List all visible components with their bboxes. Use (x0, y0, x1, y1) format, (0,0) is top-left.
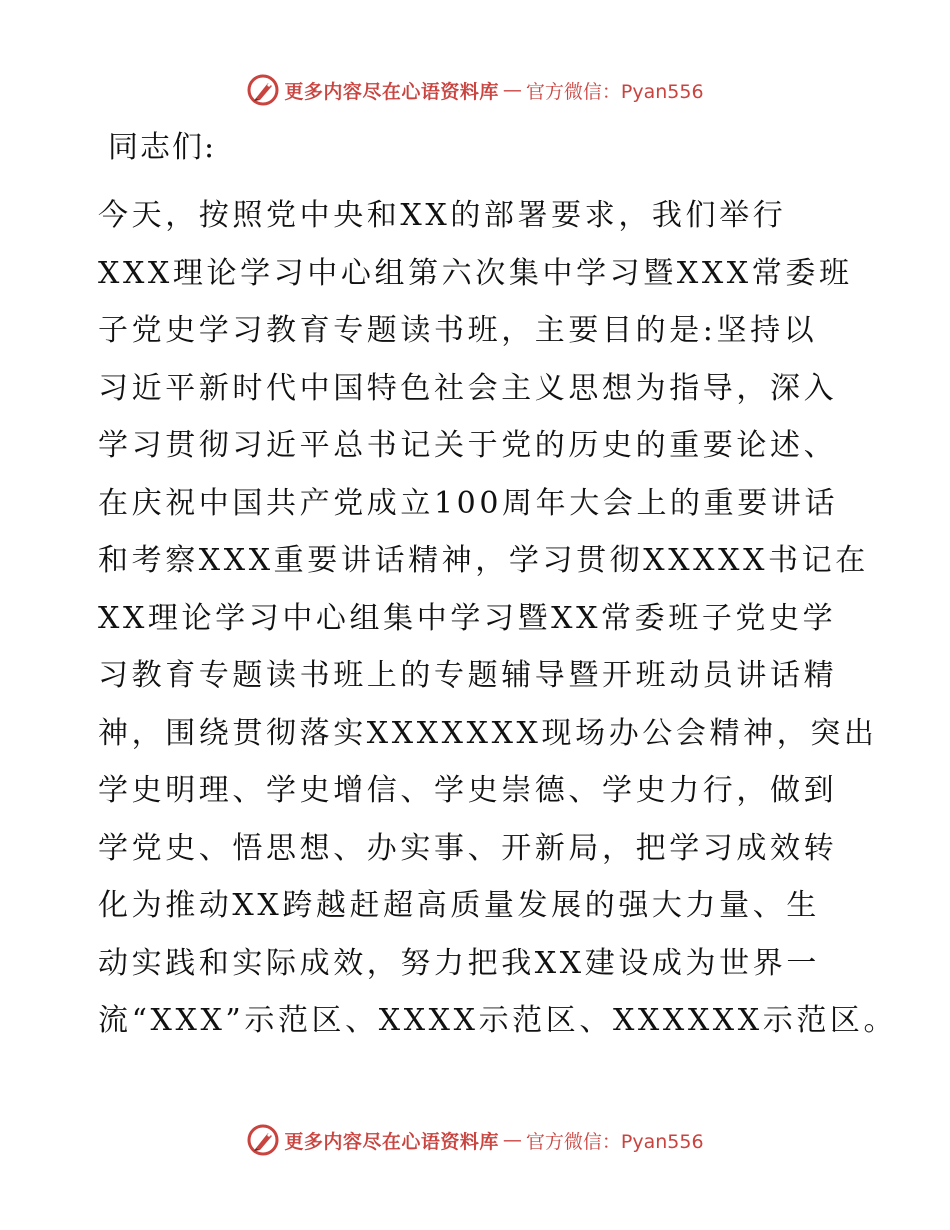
header-banner-contact: 官方微信：Pyan556 (525, 80, 704, 103)
paragraph-line: 动实践和实际成效，努力把我XX建设成为世界一 (98, 945, 820, 981)
header-banner-separator: — (502, 79, 522, 101)
paragraph-line: 和考察XXX重要讲话精神，学习贯彻XXXXX书记在 (98, 543, 869, 578)
paragraph-line: 流“XXX”示范区、XXXX示范区、XXXXXX示范区。 (98, 1003, 898, 1038)
paragraph-line: 神，围绕贯彻落实XXXXXXX现场办公会精神，突出 (98, 715, 878, 751)
paragraph-line: XXX理论学习中心组第六次集中学习暨XXX常委班 (98, 255, 853, 291)
salutation: 同志们: (108, 130, 217, 165)
header-banner-content (246, 73, 703, 107)
header-banner (0, 70, 950, 110)
footer-banner (0, 1120, 950, 1160)
footer-banner-separator: — (502, 1129, 522, 1151)
body-paragraph (98, 187, 898, 1050)
paragraph-line: 今天，按照党中央和XX的部署要求，我们举行 (98, 198, 787, 233)
paragraph-line: 学党史、悟思想、办实事、开新局，把学习成效转 (98, 830, 838, 866)
paragraph-line: XX理论学习中心组集中学习暨XX常委班子党史学 (98, 600, 837, 636)
footer-banner-content (246, 1123, 703, 1157)
header-banner-text: 更多内容尽在心语资料库 (284, 80, 499, 103)
paragraph-line: 学习贯彻习近平总书记关于党的历史的重要论述、 (98, 428, 838, 463)
pen-logo-icon (246, 73, 280, 107)
paragraph-line: 子党史学习教育专题读书班，主要目的是:坚持以 (98, 313, 818, 348)
paragraph-line: 习近平新时代中国特色社会主义思想为指导，深入 (98, 370, 838, 406)
paragraph-line: 习教育专题读书班上的专题辅导暨开班动员讲话精 (98, 658, 838, 693)
pen-logo-icon (246, 1123, 280, 1157)
paragraph-line: 学史明理、学史增信、学史崇德、学史力行，做到 (98, 773, 838, 808)
footer-banner-contact: 官方微信：Pyan556 (525, 1130, 704, 1153)
footer-banner-text: 更多内容尽在心语资料库 (284, 1130, 499, 1153)
paragraph-line: 在庆祝中国共产党成立100周年大会上的重要讲话 (98, 485, 839, 521)
paragraph-line: 化为推动XX跨越赶超高质量发展的强大力量、生 (98, 888, 820, 923)
